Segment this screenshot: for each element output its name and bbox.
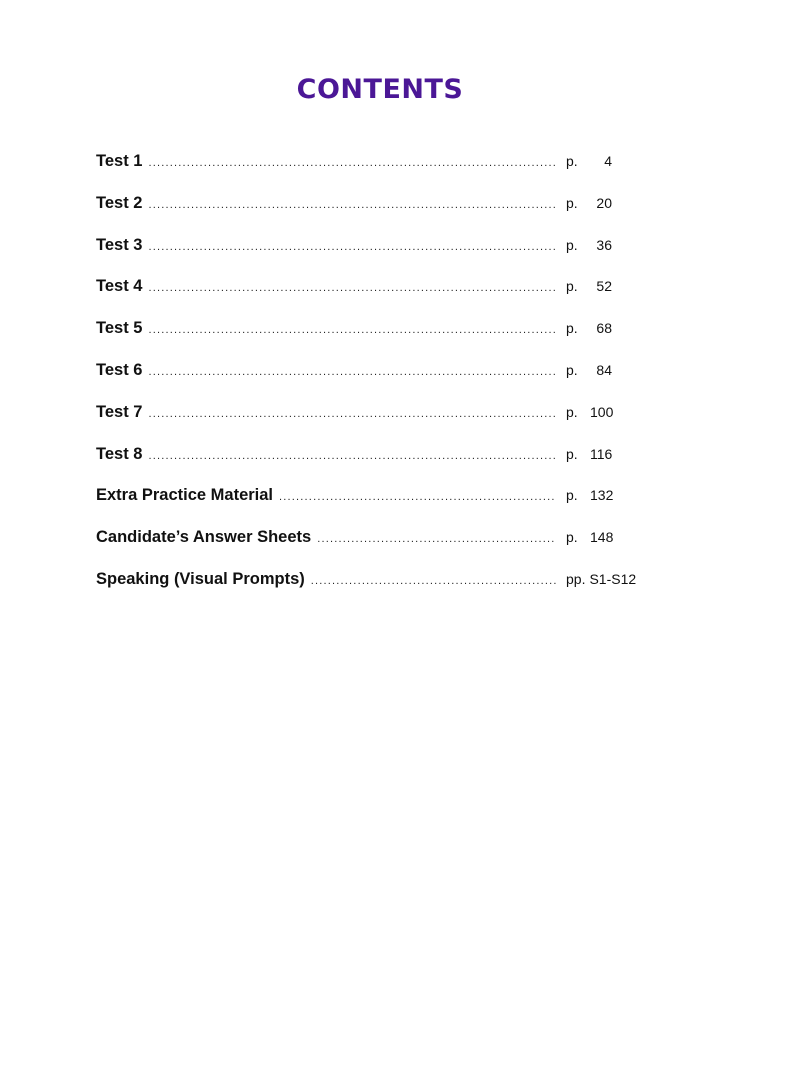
page-reference — [566, 446, 656, 462]
toc-entry-test-4[interactable] — [96, 277, 656, 319]
toc-entry-test-5[interactable] — [96, 319, 656, 361]
page-prefix: p. — [566, 278, 578, 295]
toc-entry-label: Test 5 — [96, 319, 143, 338]
toc-entry-label: Speaking (Visual Prompts) — [96, 569, 305, 588]
page-prefix: pp. — [566, 570, 586, 587]
table-of-contents — [96, 152, 656, 612]
toc-entry-label: Test 3 — [96, 235, 143, 254]
dot-leader — [148, 366, 556, 378]
page-prefix: p. — [566, 487, 578, 504]
page-number: 68 — [596, 320, 612, 337]
toc-entry-label: Test 4 — [96, 277, 143, 296]
page-prefix: p. — [566, 361, 578, 378]
toc-entry-label: Candidate’s Answer Sheets — [96, 528, 312, 547]
page-number: 84 — [596, 361, 612, 378]
toc-entry-test-8[interactable] — [96, 445, 656, 487]
page-number: 36 — [596, 236, 612, 253]
dot-leader — [148, 241, 556, 253]
page-number: 132 — [590, 487, 614, 504]
page-reference — [566, 487, 656, 503]
page-title: CONTENTS — [296, 74, 464, 105]
toc-entry-speaking[interactable] — [96, 570, 656, 612]
page-number: 100 — [590, 403, 614, 420]
toc-entry-label: Test 2 — [96, 193, 143, 212]
dot-leader — [317, 533, 556, 545]
page-reference — [566, 529, 656, 545]
page-prefix: p. — [566, 529, 578, 546]
page-reference — [566, 404, 656, 420]
page-reference — [566, 153, 656, 169]
toc-entry-label: Extra Practice Material — [96, 486, 274, 505]
toc-entry-test-6[interactable] — [96, 361, 656, 403]
toc-entry-test-2[interactable] — [96, 194, 656, 236]
page-prefix: p. — [566, 194, 578, 211]
dot-leader — [148, 157, 556, 169]
toc-entry-test-3[interactable] — [96, 236, 656, 278]
toc-entry-label: Test 1 — [96, 152, 143, 170]
page-number: S1-S12 — [589, 570, 637, 587]
dot-leader — [279, 491, 556, 503]
toc-entry-answer-sheets[interactable] — [96, 528, 656, 570]
page-reference — [566, 195, 656, 211]
page-prefix: p. — [566, 153, 578, 169]
toc-entry-label: Test 6 — [96, 360, 143, 379]
page-prefix: p. — [566, 320, 578, 337]
dot-leader — [148, 324, 556, 336]
toc-entry-extra-practice[interactable] — [96, 486, 656, 528]
page-reference — [566, 571, 656, 587]
page-reference — [566, 320, 656, 336]
page-number: 148 — [590, 529, 614, 546]
toc-entry-test-1[interactable] — [96, 152, 656, 194]
page-reference — [566, 237, 656, 253]
dot-leader — [311, 575, 556, 587]
page-reference — [566, 278, 656, 294]
dot-leader — [148, 282, 556, 294]
page-prefix: p. — [566, 403, 578, 420]
dot-leader — [148, 450, 556, 462]
toc-entry-label: Test 7 — [96, 402, 143, 421]
dot-leader — [148, 199, 556, 211]
toc-entry-test-7[interactable] — [96, 403, 656, 445]
toc-entry-label: Test 8 — [96, 444, 143, 463]
dot-leader — [148, 408, 556, 420]
page-number: 20 — [596, 194, 612, 211]
page-number: 52 — [596, 278, 612, 295]
page-reference — [566, 362, 656, 378]
page-number: 116 — [590, 445, 613, 462]
page-prefix: p. — [566, 236, 578, 253]
page-number: 4 — [604, 153, 612, 169]
page-prefix: p. — [566, 445, 578, 462]
